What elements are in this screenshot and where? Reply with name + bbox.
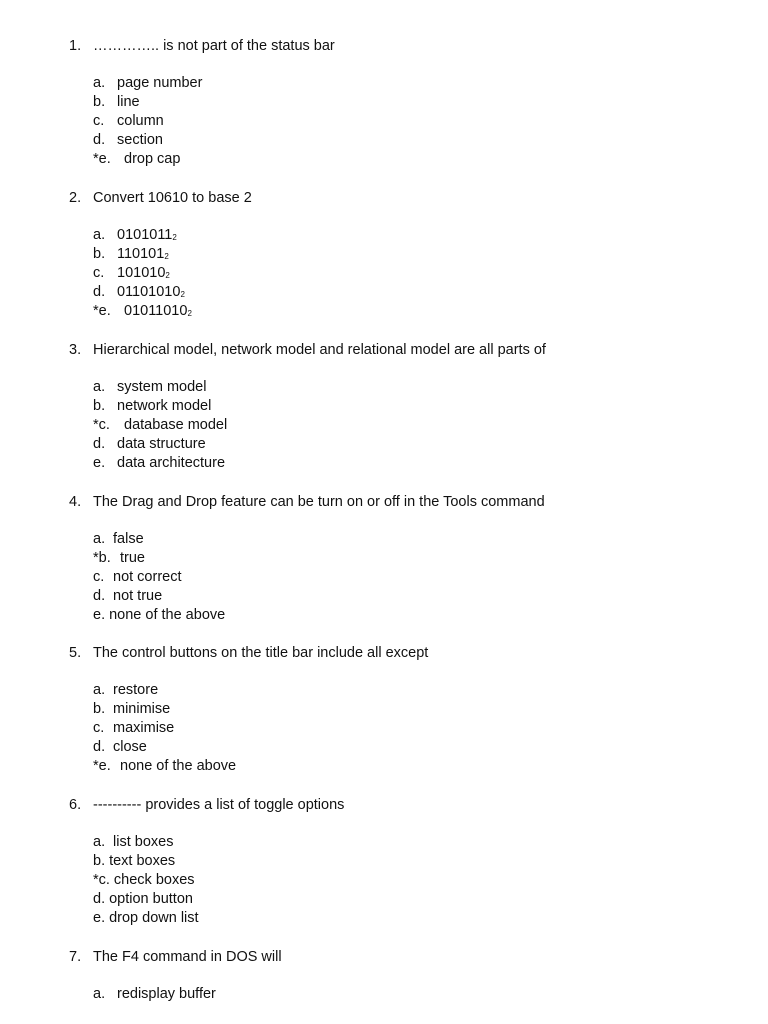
option-letter: a. bbox=[93, 75, 106, 91]
option-text: column bbox=[117, 113, 164, 129]
option-text: line bbox=[117, 94, 140, 110]
option-text: restore bbox=[113, 682, 159, 698]
option-letter: e. bbox=[93, 455, 106, 471]
option-d bbox=[93, 738, 236, 757]
option-letter: b. bbox=[93, 94, 106, 110]
option-text: check boxes bbox=[113, 872, 195, 888]
option-text: section bbox=[117, 132, 163, 148]
question-6 bbox=[0, 796, 768, 926]
option-letter: d. bbox=[93, 132, 106, 148]
option-text: 101010 bbox=[117, 265, 166, 281]
question-text: The control buttons on the title bar include all except bbox=[93, 645, 429, 661]
option-text: list boxes bbox=[113, 834, 174, 850]
option-letter: *e. bbox=[93, 758, 111, 774]
option-a bbox=[93, 74, 202, 93]
option-text: close bbox=[113, 739, 147, 755]
option-letter: c. bbox=[93, 569, 105, 585]
option-a bbox=[93, 226, 192, 245]
base-subscript: 2 bbox=[180, 290, 185, 299]
question-number: 3. bbox=[69, 342, 82, 358]
option-letter: b. bbox=[93, 853, 106, 869]
option-letter: *c. bbox=[93, 417, 110, 433]
question-line bbox=[0, 796, 768, 815]
option-a bbox=[93, 985, 216, 1004]
option-letter: d. bbox=[93, 284, 106, 300]
option-text: drop cap bbox=[124, 151, 181, 167]
option-text: 01011010 bbox=[124, 303, 188, 319]
option-text: redisplay buffer bbox=[117, 986, 216, 1002]
option-a bbox=[93, 530, 225, 549]
option-text: maximise bbox=[113, 720, 175, 736]
option-c-answer bbox=[93, 871, 199, 890]
question-text: Convert 10610 to base 2 bbox=[93, 190, 252, 206]
options-list bbox=[93, 226, 192, 321]
option-c bbox=[93, 112, 202, 131]
question-5 bbox=[0, 644, 768, 774]
question-number: 6. bbox=[69, 797, 82, 813]
question-line bbox=[0, 189, 768, 208]
question-number: 2. bbox=[69, 190, 82, 206]
option-letter: e. bbox=[93, 910, 106, 926]
option-e-answer bbox=[93, 150, 202, 169]
option-text: 110101 bbox=[117, 246, 165, 262]
option-b bbox=[93, 852, 199, 871]
question-4 bbox=[0, 493, 768, 623]
question-line bbox=[0, 37, 768, 56]
base-subscript: 2 bbox=[165, 271, 170, 280]
option-letter: *c. bbox=[93, 872, 110, 888]
option-c bbox=[93, 568, 225, 587]
option-text: database model bbox=[124, 417, 228, 433]
question-1 bbox=[0, 37, 768, 167]
question-2 bbox=[0, 189, 768, 319]
question-line bbox=[0, 341, 768, 360]
question-number: 5. bbox=[69, 645, 82, 661]
option-c-answer bbox=[93, 416, 227, 435]
option-letter: a. bbox=[93, 834, 106, 850]
option-b bbox=[93, 397, 227, 416]
option-text: 01101010 bbox=[117, 284, 181, 300]
option-letter: d. bbox=[93, 891, 106, 907]
option-a bbox=[93, 378, 227, 397]
option-e bbox=[93, 454, 227, 473]
option-letter: d. bbox=[93, 739, 106, 755]
option-letter: b. bbox=[93, 246, 106, 262]
option-text: false bbox=[113, 531, 144, 547]
option-text: page number bbox=[117, 75, 203, 91]
option-a bbox=[93, 833, 199, 852]
option-letter: a. bbox=[93, 531, 106, 547]
option-e-answer bbox=[93, 302, 192, 321]
option-text: data architecture bbox=[117, 455, 226, 471]
options-list bbox=[93, 530, 225, 625]
option-letter: *e. bbox=[93, 151, 111, 167]
option-text: not true bbox=[113, 588, 163, 604]
option-c bbox=[93, 264, 192, 283]
option-text: data structure bbox=[117, 436, 206, 452]
option-letter: d. bbox=[93, 588, 106, 604]
option-e bbox=[93, 909, 199, 928]
option-text: option button bbox=[109, 891, 193, 907]
question-number: 1. bbox=[69, 38, 82, 54]
question-text: The F4 command in DOS will bbox=[93, 949, 282, 965]
question-text: ………….. is not part of the status bar bbox=[93, 38, 335, 54]
question-3 bbox=[0, 341, 768, 471]
option-text: system model bbox=[117, 379, 207, 395]
option-text: text boxes bbox=[109, 853, 176, 869]
options-list bbox=[93, 985, 216, 1004]
base-subscript: 2 bbox=[187, 309, 192, 318]
question-7 bbox=[0, 948, 768, 1002]
option-text: none of the above bbox=[120, 758, 237, 774]
option-letter: a. bbox=[93, 986, 106, 1002]
base-subscript: 2 bbox=[172, 233, 177, 242]
option-letter: c. bbox=[93, 265, 105, 281]
option-text: 0101011 bbox=[117, 227, 173, 243]
question-line bbox=[0, 493, 768, 512]
option-letter: *e. bbox=[93, 303, 111, 319]
question-line bbox=[0, 948, 768, 967]
option-b bbox=[93, 245, 192, 264]
option-letter: c. bbox=[93, 113, 105, 129]
question-text: ---------- provides a list of toggle options bbox=[93, 797, 345, 813]
option-b bbox=[93, 93, 202, 112]
question-line bbox=[0, 644, 768, 663]
option-letter: b. bbox=[93, 701, 106, 717]
option-letter: a. bbox=[93, 227, 106, 243]
base-subscript: 2 bbox=[164, 252, 169, 261]
option-text: network model bbox=[117, 398, 212, 414]
option-d bbox=[93, 435, 227, 454]
option-letter: *b. bbox=[93, 550, 111, 566]
option-text: minimise bbox=[113, 701, 171, 717]
option-e-answer bbox=[93, 757, 236, 776]
options-list bbox=[93, 74, 202, 169]
option-d bbox=[93, 131, 202, 150]
option-letter: a. bbox=[93, 682, 106, 698]
option-text: none of the above bbox=[109, 607, 226, 623]
option-d bbox=[93, 890, 199, 909]
option-text: not correct bbox=[113, 569, 182, 585]
options-list bbox=[93, 378, 227, 473]
question-number: 7. bbox=[69, 949, 82, 965]
option-text: true bbox=[120, 550, 145, 566]
option-letter: b. bbox=[93, 398, 106, 414]
option-letter: d. bbox=[93, 436, 106, 452]
option-b bbox=[93, 700, 236, 719]
option-letter: a. bbox=[93, 379, 106, 395]
option-d bbox=[93, 283, 192, 302]
option-b-answer bbox=[93, 549, 225, 568]
options-list bbox=[93, 681, 236, 776]
option-letter: e. bbox=[93, 607, 106, 623]
options-list bbox=[93, 833, 199, 928]
question-text: The Drag and Drop feature can be turn on or off in the Tools command bbox=[93, 494, 545, 510]
question-text: Hierarchical model, network model and relational model are all parts of bbox=[93, 342, 546, 358]
option-e bbox=[93, 606, 225, 625]
option-d bbox=[93, 587, 225, 606]
option-letter: c. bbox=[93, 720, 105, 736]
option-a bbox=[93, 681, 236, 700]
option-text: drop down list bbox=[109, 910, 199, 926]
question-number: 4. bbox=[69, 494, 82, 510]
option-c bbox=[93, 719, 236, 738]
